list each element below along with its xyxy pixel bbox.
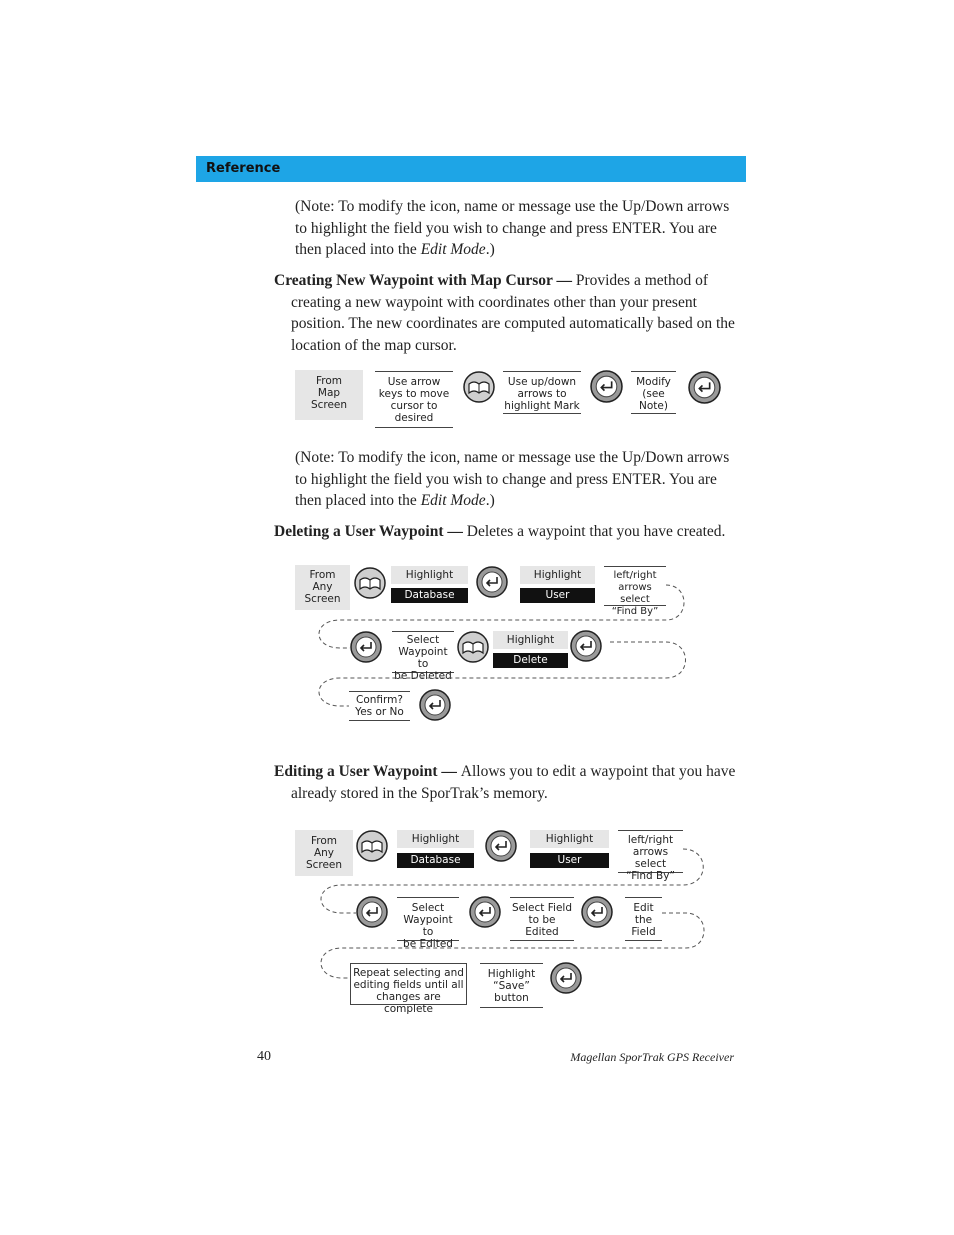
creating-line: creating a new waypoint with coordinates other than your present <box>291 293 697 311</box>
editing-first-line: Editing a User Waypoint — Allows you to edit a waypoint that you have <box>274 763 736 780</box>
flow2-highlight-label: Highlight <box>493 631 568 649</box>
deleting-paragraph: Deleting a User Waypoint — Deletes a waypoint that you have created. <box>274 523 726 540</box>
note-line: to highlight the field you wish to change and press ENTER. You are <box>295 219 717 237</box>
flow3-save-step: Highlight “Save” button <box>480 963 543 1008</box>
flow2-highlight-label: Highlight <box>391 566 468 584</box>
flow2-select-waypoint-step: Select Waypoint to be Deleted <box>392 631 454 673</box>
flow3-find-by-step: left/right arrows select “Find By” <box>618 830 683 873</box>
footer-title: Magellan SporTrak GPS Receiver <box>570 1050 734 1064</box>
flow1-start-box: From Map Screen <box>295 370 363 420</box>
menu-book-icon <box>463 371 495 403</box>
flow1-step-arrow-keys: Use arrow keys to move cursor to desired <box>375 371 453 428</box>
menu-book-icon <box>457 631 489 663</box>
flow3-start-box: From Any Screen <box>295 830 353 876</box>
enter-key-icon <box>485 830 517 862</box>
flow3-highlight-label: Highlight <box>397 830 474 848</box>
enter-key-icon <box>356 896 388 928</box>
flow2-user-value: User <box>520 588 595 603</box>
enter-key-icon <box>688 371 721 404</box>
flow2-start-box: From Any Screen <box>295 565 350 610</box>
flow3-repeat-box: Repeat selecting and editing fields until all changes are complete <box>350 963 467 1005</box>
menu-book-icon <box>356 830 388 862</box>
note-line: (Note: To modify the icon, name or message use the Up/Down arrows <box>295 198 730 215</box>
creating-line: location of the map cursor. <box>291 337 457 355</box>
section-title: Reference <box>206 161 281 176</box>
enter-key-icon <box>476 566 508 598</box>
flow3-database-value: Database <box>397 853 474 868</box>
flow3-select-waypoint-step: Select Waypoint to be Edited <box>397 897 459 941</box>
flow1-step-modify: Modify (see Note) <box>631 371 676 414</box>
flow3-highlight-label: Highlight <box>530 830 609 848</box>
editing-line: already stored in the SporTrak’s memory. <box>291 784 548 802</box>
enter-key-icon <box>350 631 382 663</box>
enter-key-icon <box>419 689 451 721</box>
creating-line: position. The new coordinates are computed automatically based on the <box>291 315 735 333</box>
page-number: 40 <box>257 1049 271 1064</box>
enter-key-icon <box>590 370 623 403</box>
flow2-find-by-step: left/right arrows select “Find By” <box>604 566 666 606</box>
menu-book-icon <box>354 567 386 599</box>
enter-key-icon <box>550 962 582 994</box>
note-line: to highlight the field you wish to change and press ENTER. You are <box>295 470 717 488</box>
flow3-edit-field-step: Edit the Field <box>625 897 662 941</box>
enter-key-icon <box>469 896 501 928</box>
note-line: (Note: To modify the icon, name or message use the Up/Down arrows <box>295 449 730 466</box>
flow2-confirm-step: Confirm? Yes or No <box>349 691 410 721</box>
creating-first-line: Creating New Waypoint with Map Cursor — Provides a method of <box>274 272 709 289</box>
note-line: then placed into the Edit Mode.) <box>295 492 495 510</box>
flow3-select-field-step: Select Field to be Edited <box>510 897 574 941</box>
note-line: then placed into the Edit Mode.) <box>295 241 495 259</box>
enter-key-icon <box>581 896 613 928</box>
flow2-database-value: Database <box>391 588 468 603</box>
flow1-step-highlight-mark: Use up/down arrows to highlight Mark <box>503 371 581 414</box>
flow2-highlight-label: Highlight <box>520 566 595 584</box>
flow3-user-value: User <box>530 853 609 868</box>
enter-key-icon <box>570 630 602 662</box>
flow2-delete-value: Delete <box>493 653 568 668</box>
